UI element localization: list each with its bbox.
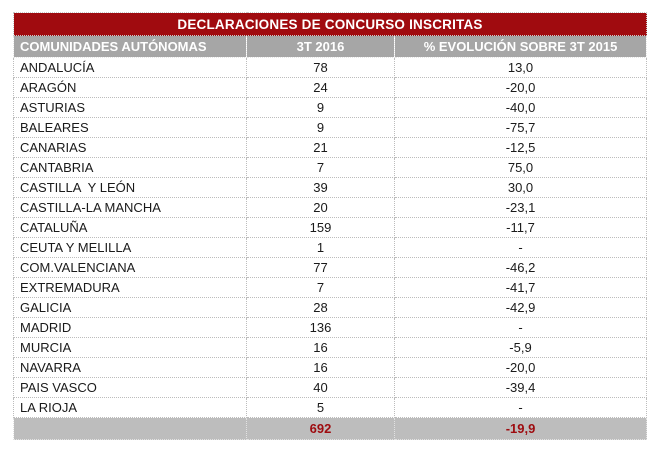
- community-name-cell: MURCIA: [14, 338, 247, 358]
- value-cell: 7: [247, 158, 395, 178]
- value-cell: 5: [247, 398, 395, 418]
- value-cell: 39: [247, 178, 395, 198]
- table-row: [14, 218, 647, 238]
- evolution-cell: -: [395, 318, 647, 338]
- community-name-cell: CANARIAS: [14, 138, 247, 158]
- value-cell: 1: [247, 238, 395, 258]
- community-name-cell: CASTILLA-LA MANCHA: [14, 198, 247, 218]
- table-body: [14, 58, 647, 418]
- value-cell: 20: [247, 198, 395, 218]
- evolution-cell: 75,0: [395, 158, 647, 178]
- community-name-cell: CEUTA Y MELILLA: [14, 238, 247, 258]
- value-cell: 16: [247, 338, 395, 358]
- table-row: [14, 318, 647, 338]
- table-row: [14, 338, 647, 358]
- table-title: DECLARACIONES DE CONCURSO INSCRITAS: [14, 13, 647, 36]
- community-name-cell: ANDALUCÍA: [14, 58, 247, 78]
- value-cell: 40: [247, 378, 395, 398]
- evolution-cell: -12,5: [395, 138, 647, 158]
- evolution-cell: -46,2: [395, 258, 647, 278]
- column-header-3t2016: 3T 2016: [247, 36, 395, 58]
- total-row: [14, 418, 647, 440]
- evolution-cell: -39,4: [395, 378, 647, 398]
- value-cell: 21: [247, 138, 395, 158]
- column-header-evolution: % EVOLUCIÓN SOBRE 3T 2015: [395, 36, 647, 58]
- table-row: [14, 378, 647, 398]
- value-cell: 9: [247, 118, 395, 138]
- community-name-cell: COM.VALENCIANA: [14, 258, 247, 278]
- table-row: [14, 58, 647, 78]
- table-head: [14, 13, 647, 58]
- table-row: [14, 258, 647, 278]
- evolution-cell: -20,0: [395, 78, 647, 98]
- community-name-cell: CASTILLA Y LEÓN: [14, 178, 247, 198]
- evolution-cell: 13,0: [395, 58, 647, 78]
- evolution-cell: -: [395, 238, 647, 258]
- community-name-cell: EXTREMADURA: [14, 278, 247, 298]
- table-row: [14, 238, 647, 258]
- value-cell: 159: [247, 218, 395, 238]
- total-value-cell: 692: [247, 418, 395, 440]
- table-row: [14, 298, 647, 318]
- total-evolution-cell: -19,9: [395, 418, 647, 440]
- evolution-cell: 30,0: [395, 178, 647, 198]
- evolution-cell: -: [395, 398, 647, 418]
- community-name-cell: MADRID: [14, 318, 247, 338]
- evolution-cell: -42,9: [395, 298, 647, 318]
- community-name-cell: CATALUÑA: [14, 218, 247, 238]
- community-name-cell: CANTABRIA: [14, 158, 247, 178]
- table-row: [14, 78, 647, 98]
- value-cell: 24: [247, 78, 395, 98]
- community-name-cell: GALICIA: [14, 298, 247, 318]
- value-cell: 7: [247, 278, 395, 298]
- table-row: [14, 178, 647, 198]
- table-foot: [14, 418, 647, 440]
- table-row: [14, 138, 647, 158]
- evolution-cell: -41,7: [395, 278, 647, 298]
- value-cell: 78: [247, 58, 395, 78]
- table-row: [14, 398, 647, 418]
- evolution-cell: -11,7: [395, 218, 647, 238]
- community-name-cell: BALEARES: [14, 118, 247, 138]
- community-name-cell: ARAGÓN: [14, 78, 247, 98]
- table-row: [14, 98, 647, 118]
- evolution-cell: -20,0: [395, 358, 647, 378]
- value-cell: 136: [247, 318, 395, 338]
- column-header-communities: COMUNIDADES AUTÓNOMAS: [14, 36, 247, 58]
- community-name-cell: LA RIOJA: [14, 398, 247, 418]
- evolution-cell: -40,0: [395, 98, 647, 118]
- table-row: [14, 118, 647, 138]
- value-cell: 16: [247, 358, 395, 378]
- community-name-cell: NAVARRA: [14, 358, 247, 378]
- value-cell: 9: [247, 98, 395, 118]
- evolution-cell: -5,9: [395, 338, 647, 358]
- value-cell: 77: [247, 258, 395, 278]
- table-title-row: [14, 13, 647, 36]
- community-name-cell: PAIS VASCO: [14, 378, 247, 398]
- table-row: [14, 198, 647, 218]
- table-header-row: [14, 36, 647, 58]
- table-row: [14, 278, 647, 298]
- table-row: [14, 358, 647, 378]
- community-name-cell: ASTURIAS: [14, 98, 247, 118]
- total-empty-cell: [14, 418, 247, 440]
- value-cell: 28: [247, 298, 395, 318]
- evolution-cell: -23,1: [395, 198, 647, 218]
- evolution-cell: -75,7: [395, 118, 647, 138]
- concurso-table: [13, 12, 647, 440]
- table-row: [14, 158, 647, 178]
